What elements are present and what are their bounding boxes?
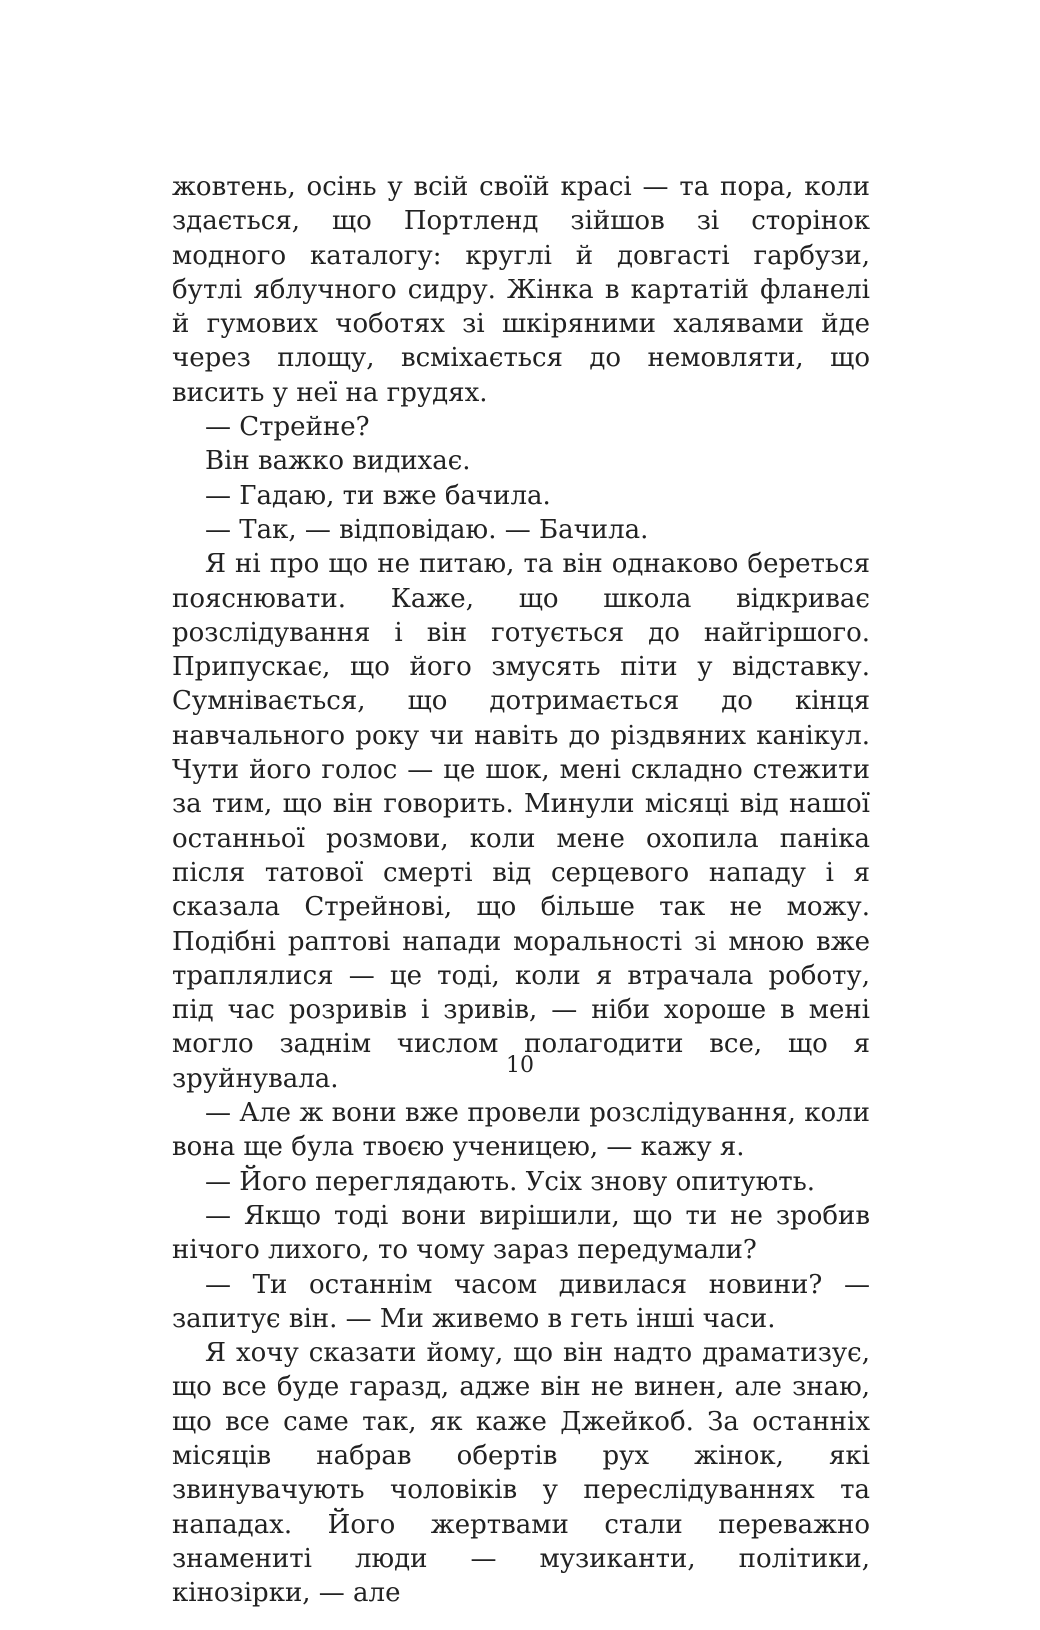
dialogue-line: — Якщо тоді вони вирішили, що ти не зробив нічого лихого, то чому зараз передумали?	[172, 1200, 870, 1266]
paragraph: Я ні про що не питаю, та він однаково береться пояснювати. Каже, що школа відкриває розслідування і він готується до найгіршого. Припускає, що його змусять піти у відставку. Сумнівається, що дотримається до кінця навчального року чи навіть до різдвяних канікул. Чути його голос — це шок, мені складно стежити за тим, що він говорить. Минули місяці від нашої останньої розмови, коли мене охопила паніка після татової смерті від серцевого нападу і я сказала Стрейнові, що більше так не можу. Подібні раптові напади моральності зі мною вже траплялися — це тоді, коли я втрачала роботу, під час розривів і зривів, — ніби хороше в мені могло заднім числом полагодити все, що я зруйнувала.	[172, 549, 870, 1094]
book-page-text	[172, 170, 870, 1610]
paragraph: Я хочу сказати йому, що він надто драматизує, що все буде гаразд, адже він не винен, але знаю, що все саме так, як каже Джейкоб. За останніх місяців набрав обертів рух жінок, які звинувачують чоловіків у переслідуваннях та нападах. Його жертвами стали переважно знамениті люди — музиканти, політики, кінозірки, — але	[172, 1338, 870, 1609]
dialogue-line: — Його переглядають. Усіх знову опитують.	[205, 1166, 816, 1197]
dialogue-line: — Але ж вони вже провели розслідування, коли вона ще була твоєю ученицею, — кажу я.	[172, 1098, 870, 1163]
paragraph-opening: жовтень, осінь у всій своїй красі — та пора, коли здається, що Портленд зійшов зі сторінок модного каталогу: круглі й довгасті гарбузи, бутлі яблучного сидру. Жінка в картатій фланелі й гумових чоботях зі шкіряними халявами йде через площу, всміхається до немовляти, що висить у неї на грудях.	[172, 172, 870, 408]
dialogue-line: — Так, — відповідаю. — Бачила.	[205, 514, 649, 545]
dialogue-line: — Стрейне?	[205, 412, 370, 443]
narration-line: Він важко видихає.	[205, 446, 471, 477]
dialogue-line: — Ти останнім часом дивилася новини? — запитує він. — Ми живемо в геть інші часи.	[172, 1269, 870, 1334]
page-number: 10	[506, 1053, 534, 1078]
dialogue-line: — Гадаю, ти вже бачила.	[205, 480, 551, 511]
